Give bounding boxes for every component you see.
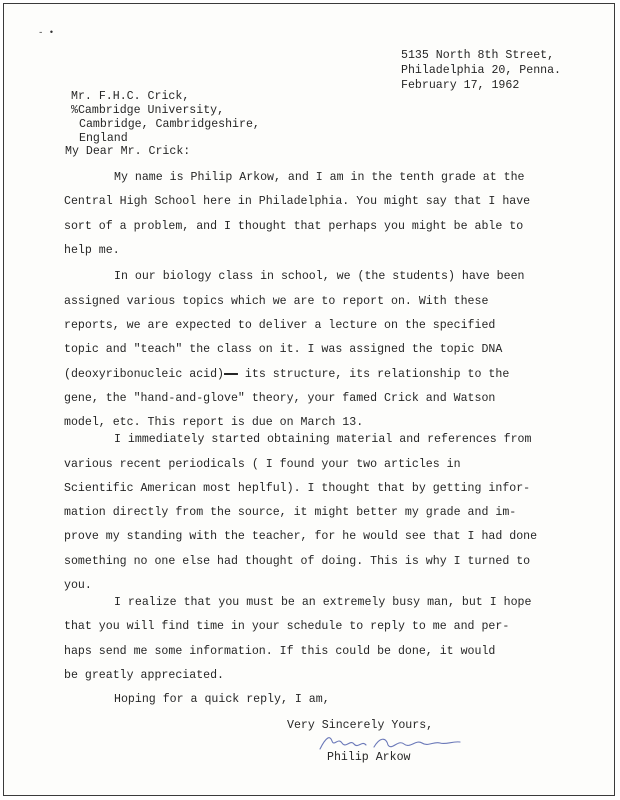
body-line: various recent periodicals ( I found your two articles in xyxy=(64,458,461,471)
body-line: In our biology class in school, we (the students) have been xyxy=(114,270,525,283)
recipient-name: Mr. F.H.C. Crick, xyxy=(71,90,190,103)
body-line: reports, we are expected to deliver a lecture on the specified xyxy=(64,319,496,332)
body-line: prove my standing with the teacher, for he would see that I had done xyxy=(64,530,538,543)
body-line: I immediately started obtaining material and references from xyxy=(114,433,532,446)
body-line: assigned various topics which we are to report on. With these xyxy=(64,295,489,308)
recipient-city: Cambridge, Cambridgeshire, xyxy=(79,118,260,131)
body-line: Central High School here in Philadelphia. You might say that I have xyxy=(64,195,531,208)
return-address-city: Philadelphia 20, Penna. xyxy=(401,64,562,77)
salutation: My Dear Mr. Crick: xyxy=(65,145,191,158)
body-line: model, etc. This report is due on March 13. xyxy=(64,416,364,429)
body-line: Scientific American most heplful). I thought that by getting infor- xyxy=(64,482,531,495)
body-line-part: its structure, its relationship to the xyxy=(237,368,510,381)
body-line: mation directly from the source, it might better my grade and im- xyxy=(64,506,517,519)
recipient-country: England xyxy=(79,132,128,145)
body-line: My name is Philip Arkow, and I am in the tenth grade at the xyxy=(114,171,525,184)
recipient-institution: Cambridge University, xyxy=(77,104,225,117)
body-line: sort of a problem, and I thought that perhaps you might be able to xyxy=(64,220,524,233)
body-line xyxy=(64,367,509,382)
struck-text: -- xyxy=(224,368,238,381)
letter-sheet xyxy=(3,3,615,796)
closing: Very Sincerely Yours, xyxy=(287,719,434,732)
body-line: haps send me some information. If this could be done, it would xyxy=(64,645,496,658)
body-line: Hoping for a quick reply, I am, xyxy=(114,693,330,706)
body-line: that you will find time in your schedule to reply to me and per- xyxy=(64,620,510,633)
body-line: gene, the "hand-and-glove" theory, your famed Crick and Watson xyxy=(64,392,496,405)
recipient-institution-line xyxy=(71,103,224,118)
body-line: something no one else had thought of doing. This is why I turned to xyxy=(64,555,531,568)
letter-date: February 17, 1962 xyxy=(401,79,520,92)
body-line: you. xyxy=(64,579,92,592)
body-line: help me. xyxy=(64,244,120,257)
body-line: I realize that you must be an extremely busy man, but I hope xyxy=(114,596,532,609)
typed-name: Philip Arkow xyxy=(327,751,411,764)
corner-mark: - • xyxy=(38,28,55,38)
recipient-institution-prefix: % xyxy=(71,104,78,117)
return-address-street: 5135 North 8th Street, xyxy=(401,49,555,62)
body-line: topic and "teach" the class on it. I was assigned the topic DNA xyxy=(64,343,503,356)
body-line: be greatly appreciated. xyxy=(64,669,225,682)
body-line-part: (deoxyribonucleic acid) xyxy=(64,368,225,381)
